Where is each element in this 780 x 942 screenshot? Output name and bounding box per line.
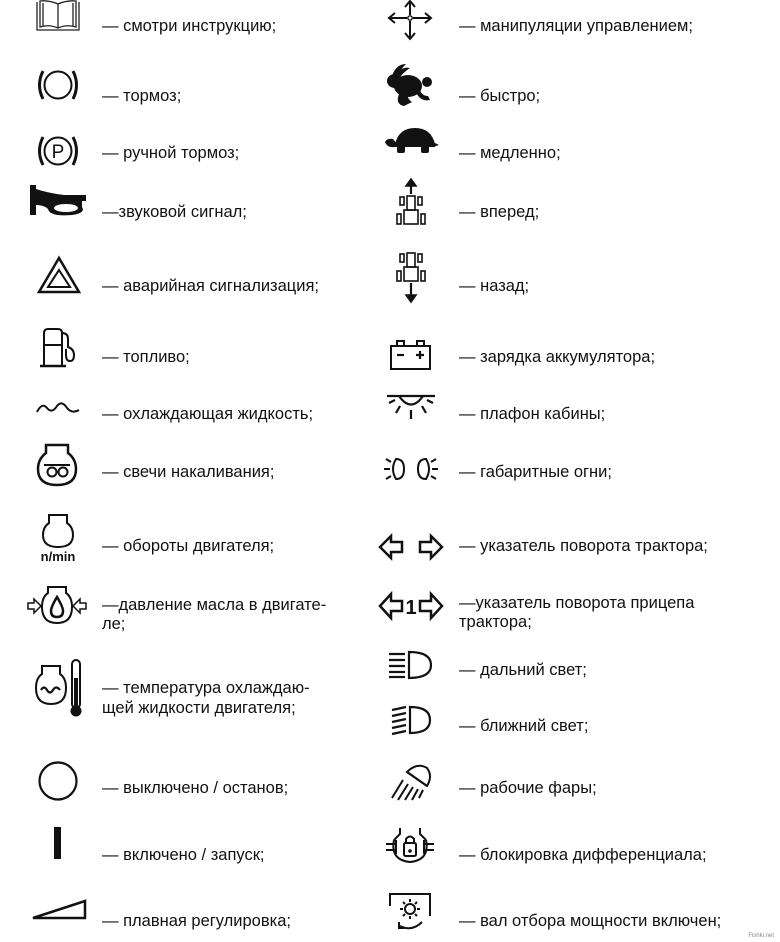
legend-label: — медленно;	[459, 144, 561, 162]
watermark: Fishki.net	[748, 933, 774, 939]
legend-label: — вал отбора мощности включен;	[459, 912, 722, 930]
svg-text:1: 1	[405, 597, 417, 619]
battery-icon	[389, 339, 433, 371]
legend-label: —звуковой сигнал;	[102, 203, 247, 221]
legend-label: — габаритные огни;	[459, 463, 612, 481]
legend-label: — указатель поворота трактора;	[459, 537, 708, 555]
legend-label: — вперед;	[459, 203, 540, 221]
low-beam-icon	[388, 704, 434, 736]
work-lights-icon	[389, 760, 433, 802]
legend-label: —давление масла в двигате-	[102, 596, 327, 614]
legend-label: — топливо;	[102, 348, 190, 366]
legend-label: — назад;	[459, 277, 530, 295]
turn-signal-tractor-icon	[378, 533, 444, 561]
side-marker-lights-icon	[382, 453, 440, 485]
high-beam-icon	[387, 650, 435, 680]
legend-label: — аварийная сигнализация;	[102, 277, 319, 295]
legend-label: — свечи накаливания;	[102, 463, 275, 481]
legend-label: — плавная регулировка;	[102, 912, 291, 930]
brake-icon	[37, 68, 79, 102]
legend-label: — зарядка аккумулятора;	[459, 348, 656, 366]
legend-label: — смотри инструкцию;	[102, 17, 277, 35]
legend-label: — ближний свет;	[459, 717, 589, 735]
turn-signal-trailer-icon	[378, 591, 444, 621]
legend-label-line2: щей жидкости двигателя;	[102, 699, 296, 717]
legend-label: — блокировка дифференциала;	[459, 846, 707, 864]
legend-label: — манипуляции управлением;	[459, 17, 693, 35]
manual-book-icon	[35, 0, 81, 32]
horn-icon	[28, 183, 90, 219]
fuel-pump-icon	[38, 327, 78, 369]
legend-label: — тормоз;	[102, 87, 182, 105]
hazard-triangle-icon	[37, 256, 81, 294]
on-bar-icon	[53, 827, 63, 861]
tractor-forward-icon	[395, 178, 427, 230]
legend-label: — обороты двигателя;	[102, 537, 275, 555]
engine-rpm-icon	[35, 513, 81, 563]
legend-label: — быстро;	[459, 87, 541, 105]
legend-label: — ручной тормоз;	[102, 144, 240, 162]
legend-label: — температура охлаждаю-	[102, 679, 310, 697]
diff-lock-icon	[384, 826, 436, 866]
off-circle-icon	[37, 760, 79, 802]
rabbit-fast-icon	[386, 62, 436, 108]
legend-label: — включено / запуск;	[102, 846, 265, 864]
svg-text:n/min: n/min	[40, 549, 76, 564]
glow-plug-icon	[36, 443, 78, 487]
turtle-slow-icon	[383, 126, 439, 156]
cab-dome-light-icon	[385, 393, 437, 421]
coolant-temperature-icon	[34, 658, 86, 718]
tractor-reverse-icon	[395, 252, 427, 304]
legend-label: —указатель поворота прицепа	[459, 594, 695, 612]
legend-label-line2: трактора;	[459, 613, 532, 631]
control-arrows-icon	[388, 0, 432, 40]
legend-label: — охлаждающая жидкость;	[102, 405, 314, 423]
ramp-wedge-icon	[31, 899, 87, 921]
legend-label: — дальний свет;	[459, 661, 587, 679]
coolant-wave-icon	[35, 400, 81, 414]
svg-text:P: P	[51, 142, 65, 163]
legend-label: — выключено / останов;	[102, 779, 289, 797]
legend-label: — рабочие фары;	[459, 779, 597, 797]
legend-label: — плафон кабины;	[459, 405, 606, 423]
oil-pressure-icon	[26, 585, 88, 625]
legend-label-line2: ле;	[102, 615, 126, 633]
parking-brake-icon	[37, 134, 79, 168]
pto-engaged-icon	[388, 892, 432, 934]
